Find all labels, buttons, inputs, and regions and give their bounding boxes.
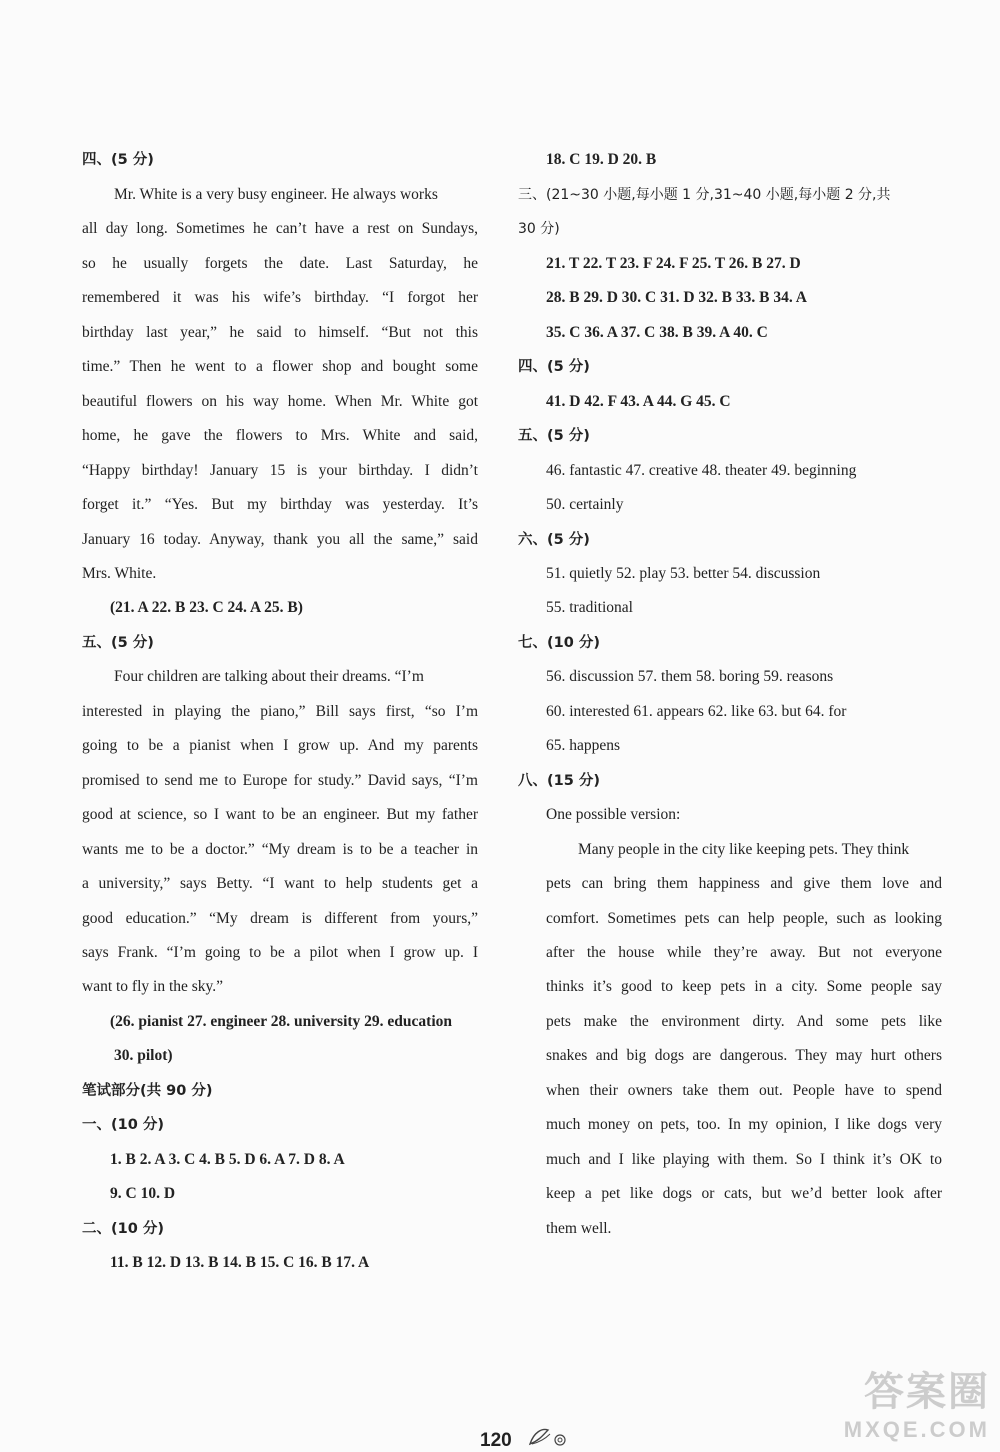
written-section-3-header-cont: 30 分) (518, 221, 560, 237)
passage-line: home, he gave the flowers to Mrs. White and said, (82, 427, 478, 444)
passage-line: wants me to be a doctor.” “My dream is to be a teacher in (82, 841, 478, 858)
written-section-7-header: 七、(10 分) (518, 635, 600, 651)
passage-line: beautiful flowers on his way home. When Mr. White got (82, 393, 478, 410)
passage-line: birthday last year,” he said to himself. “But not this (82, 324, 478, 341)
watermark (844, 1360, 990, 1443)
written-section-4-header: 四、(5 分) (518, 359, 590, 375)
essay-line: much money on pets, too. In my opinion, I like dogs very (546, 1116, 942, 1133)
passage-line: going to be a pianist when I grow up. And my parents (82, 737, 478, 754)
section-5-header: 五、(5 分) (82, 635, 154, 651)
answer-line: 46. fantastic 47. creative 48. theater 49. beginning (546, 462, 857, 479)
passage-line: good education.” “My dream is different from yours,” (82, 910, 478, 927)
passage-line: Mrs. White. (82, 565, 157, 582)
essay-line: comfort. Sometimes pets can help people, such as looking (546, 910, 942, 927)
passage-line: want to fly in the sky.” (82, 978, 224, 995)
answer-line: (26. pianist 27. engineer 28. university 29. education (110, 1013, 453, 1030)
passage-line: forget it.” “Yes. But my birthday was yesterday. It’s (82, 496, 478, 513)
passage-line: interested in playing the piano,” Bill says first, “so I’m (82, 703, 478, 720)
written-section-1-header: 一、(10 分) (82, 1117, 164, 1133)
essay-line: when their owners take them out. People have to spend (546, 1082, 942, 1099)
passage-line: promised to send me to Europe for study.” David says, “I’m (82, 772, 478, 789)
answer-line: 11. B 12. D 13. B 14. B 15. C 16. B 17. A (110, 1254, 370, 1271)
essay-line: snakes and big dogs are dangerous. They may hurt others (546, 1047, 942, 1064)
watermark-url: MXQE.COM (843, 1417, 990, 1442)
passage-line: Four children are talking about their dreams. “I’m (114, 668, 424, 685)
passage-line: time.” Then he went to a flower shop and bought some (82, 358, 478, 375)
passage-line: “Happy birthday! January 15 is your birthday. I didn’t (82, 462, 478, 479)
answer-line: 21. T 22. T 23. F 24. F 25. T 26. B 27. D (546, 255, 801, 272)
answer-line: 30. pilot) (114, 1047, 173, 1064)
written-section-5-header: 五、(5 分) (518, 428, 590, 444)
answer-line: 55. traditional (546, 599, 633, 616)
watermark-chinese: 答案圈 (864, 1369, 990, 1415)
answer-line: 56. discussion 57. them 58. boring 59. reasons (546, 668, 834, 685)
page-number: 120 (480, 1430, 512, 1451)
essay-intro: One possible version: (546, 806, 681, 823)
answer-line: 18. C 19. D 20. B (546, 151, 657, 168)
answer-line: 9. C 10. D (110, 1185, 176, 1202)
answer-line: 60. interested 61. appears 62. like 63. but 64. for (546, 703, 847, 720)
answer-line: 28. B 29. D 30. C 31. D 32. B 33. B 34. A (546, 289, 807, 306)
essay-line: them well. (546, 1220, 612, 1237)
essay-line: keep a pet like dogs or cats, but we’d better look after (546, 1185, 942, 1202)
written-section-6-header: 六、(5 分) (518, 532, 590, 548)
passage-line: all day long. Sometimes he can’t have a rest on Sundays, (82, 220, 478, 237)
passage-line: a university,” says Betty. “I want to help students get a (82, 875, 478, 892)
essay-line: after the house while they’re away. But not everyone (546, 944, 942, 961)
written-section-2-header: 二、(10 分) (82, 1221, 164, 1237)
essay-line: pets can bring them happiness and give them love and (546, 875, 942, 892)
answer-line: 1. B 2. A 3. C 4. B 5. D 6. A 7. D 8. A (110, 1151, 345, 1168)
essay-line: pets make the environment dirty. And some pets like (546, 1013, 942, 1030)
essay-line: Many people in the city like keeping pets. They think (578, 841, 910, 858)
section-4-header: 四、(5 分) (82, 152, 154, 168)
passage-line: January 16 today. Anyway, thank you all the same,” said (82, 531, 478, 548)
written-section-8-header: 八、(15 分) (518, 773, 600, 789)
passage-line: so he usually forgets the date. Last Saturday, he (82, 255, 478, 272)
answer-line: 35. C 36. A 37. C 38. B 39. A 40. C (546, 324, 768, 341)
passage-line: says Frank. “I’m going to be a pilot when I grow up. I (82, 944, 478, 961)
answer-line: 65. happens (546, 737, 621, 754)
passage-line: Mr. White is a very busy engineer. He always works (114, 186, 438, 203)
answer-line: 41. D 42. F 43. A 44. G 45. C (546, 393, 731, 410)
written-section-3-header: 三、(21~30 小题,每小题 1 分,31~40 小题,每小题 2 分,共 (518, 187, 891, 203)
passage-line: good at science, so I want to be an engineer. But my father (82, 806, 478, 823)
essay-line: thinks it’s good to keep pets in a city. Some people say (546, 978, 942, 995)
answer-line: (21. A 22. B 23. C 24. A 25. B) (110, 599, 303, 616)
answer-line: 50. certainly (546, 496, 624, 513)
answer-line: 51. quietly 52. play 53. better 54. discussion (546, 565, 821, 582)
written-part-header: 笔试部分(共 90 分) (82, 1083, 213, 1099)
passage-line: remembered it was his wife’s birthday. “I forgot her (82, 289, 478, 306)
essay-line: much and I like playing with them. So I think it’s OK to (546, 1151, 942, 1168)
leaf-ornament-icon (526, 1424, 576, 1448)
